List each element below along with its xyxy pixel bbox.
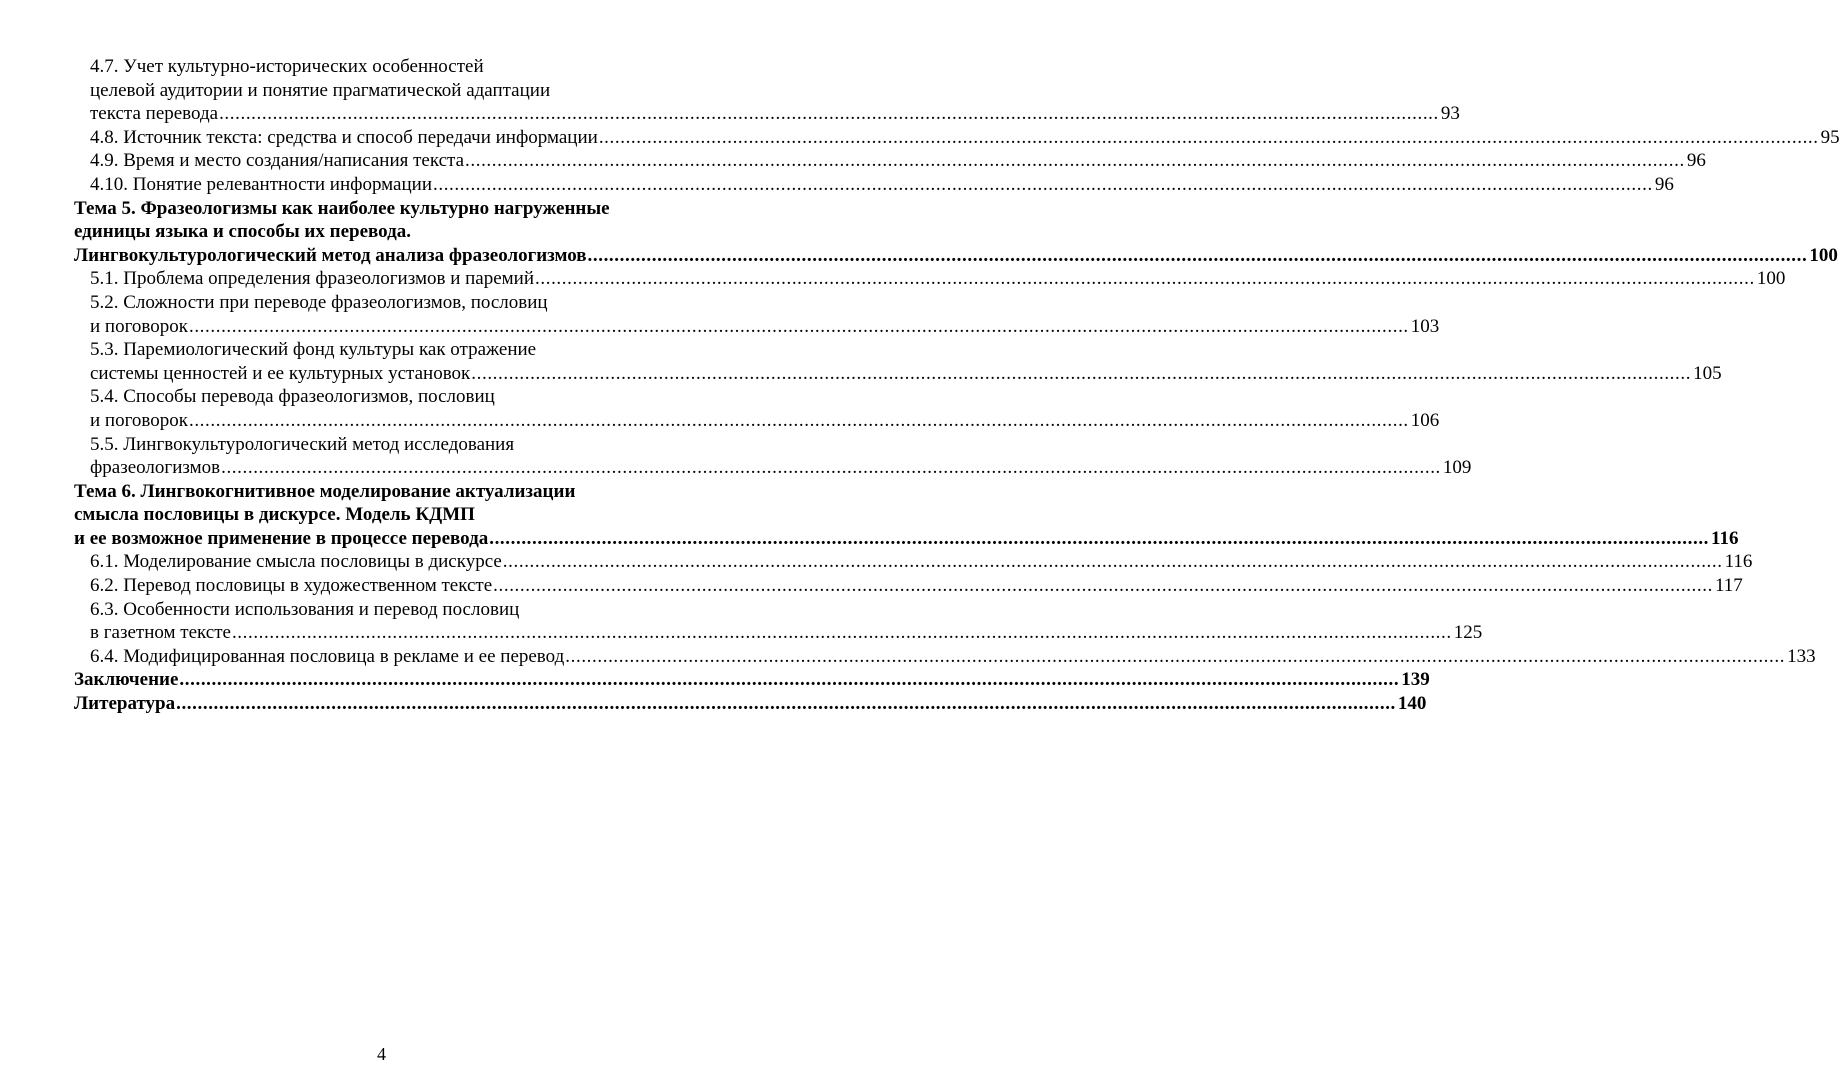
dot-leader <box>189 409 1409 433</box>
toc-topic-entry <box>74 692 1427 716</box>
dot-leader <box>471 362 1691 386</box>
toc-line <box>74 480 690 504</box>
toc-line <box>90 433 690 457</box>
toc-line <box>90 126 1840 150</box>
toc-entry-title: текста перевода <box>90 103 219 125</box>
toc-sub-entry <box>74 338 1722 385</box>
toc-entry-title: Тема 5. Фразеологизмы как наиболее культурно нагруженные <box>74 197 610 219</box>
toc-line <box>90 621 1483 645</box>
toc-line <box>90 267 1786 291</box>
dot-leader <box>219 102 1439 126</box>
toc-entry-title: 6.4. Модифицированная пословица в рекламе и ее перевод <box>90 645 565 667</box>
page-number: 4 <box>377 1044 386 1064</box>
toc-page-number: 116 <box>1724 551 1753 573</box>
toc-line <box>90 149 1706 173</box>
toc-sub-entry <box>74 149 1706 173</box>
toc-entry-title: Заключение <box>74 669 179 691</box>
toc-entry-title: 4.7. Учет культурно-исторических особенностей <box>90 56 484 77</box>
toc-line <box>74 503 690 527</box>
dot-leader <box>176 692 1396 716</box>
toc-sub-entry <box>74 126 1840 150</box>
toc-page-number: 106 <box>1410 409 1440 431</box>
toc-page-number: 116 <box>1711 527 1739 549</box>
toc-entry-title: Литература <box>74 693 176 715</box>
toc-line <box>90 385 690 409</box>
toc-page-number: 139 <box>1401 669 1430 691</box>
toc-line <box>74 692 1427 716</box>
toc-line <box>90 291 690 315</box>
toc-entry-title: 4.8. Источник текста: средства и способ передачи информации <box>90 126 598 148</box>
toc-line <box>90 79 690 103</box>
toc-page-number: 95 <box>1820 126 1840 148</box>
toc-line <box>90 315 1440 339</box>
dot-leader <box>189 315 1409 339</box>
toc-entry-title: фразеологизмов <box>90 457 221 479</box>
toc-sub-entry <box>74 574 1743 598</box>
toc-sub-entry <box>74 433 1472 480</box>
toc-line <box>90 338 690 362</box>
toc-line <box>90 574 1743 598</box>
toc-sub-entry <box>74 267 1786 291</box>
toc-line <box>90 362 1722 386</box>
toc-entry-title: 5.5. Лингвокультурологический метод исследования <box>90 433 515 455</box>
dot-leader <box>565 645 1785 669</box>
toc-entry-title: системы ценностей и ее культурных установок <box>90 362 471 384</box>
toc-line <box>90 645 1816 669</box>
toc-page-number: 100 <box>1809 244 1838 266</box>
toc-sub-entry <box>74 173 1674 197</box>
toc-page-number: 93 <box>1440 103 1460 125</box>
toc-page-number: 140 <box>1397 693 1427 715</box>
toc-page-number: 103 <box>1410 315 1440 337</box>
toc-page-number: 96 <box>1654 173 1674 195</box>
toc-line <box>90 456 1472 480</box>
dot-leader <box>433 173 1653 197</box>
dot-leader <box>503 550 1723 574</box>
toc-entry-title: 6.2. Перевод пословицы в художественном тексте <box>90 575 493 597</box>
toc-line <box>74 668 1430 692</box>
toc-page-number: 109 <box>1442 457 1472 479</box>
dot-leader <box>179 668 1399 692</box>
toc-page-number: 117 <box>1714 575 1743 597</box>
toc-topic-entry <box>74 480 1739 551</box>
toc-topic-entry <box>74 197 1838 268</box>
toc-entry-title: смысла пословицы в дискурсе. Модель КДМП <box>74 504 475 526</box>
toc-page-number: 100 <box>1756 268 1786 290</box>
toc-entry-title: и поговорок <box>90 409 188 431</box>
toc-entry-title: 6.3. Особенности использования и перевод пословиц <box>90 598 520 620</box>
toc-entry-title: 4.9. Время и место создания/написания текста <box>90 150 465 172</box>
toc-sub-entry <box>74 550 1753 574</box>
toc-page-number: 96 <box>1686 150 1706 172</box>
toc-entry-title: 5.3. Паремиологический фонд культуры как отражение <box>90 339 537 361</box>
toc-entry-title: Тема 6. Лингвокогнитивное моделирование актуализации <box>74 480 576 502</box>
toc-line <box>90 598 690 622</box>
dot-leader <box>493 574 1713 598</box>
toc-topic-entry <box>74 668 1430 692</box>
toc-entry-title: и ее возможное применение в процессе перевода <box>74 527 489 549</box>
toc-entry-title: 4.10. Понятие релевантности информации <box>90 173 432 195</box>
toc-entry-title: 5.2. Сложности при переводе фразеологизмов, пословиц <box>90 291 548 313</box>
dot-leader <box>588 244 1808 268</box>
toc-sub-entry <box>74 598 1483 645</box>
dot-leader <box>465 149 1685 173</box>
toc-sub-entry <box>74 291 1440 338</box>
toc-line <box>90 55 690 79</box>
toc-entry-title: в газетном тексте <box>90 622 231 644</box>
toc-line <box>74 527 1739 551</box>
toc-line <box>90 102 1460 126</box>
toc-line <box>74 244 1838 268</box>
toc-line <box>74 220 690 244</box>
dot-leader <box>599 126 1819 150</box>
toc-line <box>90 409 1440 433</box>
table-of-contents <box>74 55 1840 716</box>
toc-page-number: 133 <box>1787 645 1816 667</box>
toc-sub-entry <box>74 385 1440 432</box>
toc-line <box>90 550 1753 574</box>
toc-sub-entry <box>74 55 1460 126</box>
toc-page-number: 105 <box>1693 362 1722 384</box>
dot-leader <box>489 527 1709 551</box>
toc-sub-entry <box>74 645 1816 669</box>
dot-leader <box>221 456 1441 480</box>
toc-entry-title: 5.1. Проблема определения фразеологизмов и паремий <box>90 268 535 290</box>
toc-entry-title: единицы языка и способы их перевода. <box>74 221 411 243</box>
toc-entry-title: Лингвокультурологический метод анализа фразеологизмов <box>74 244 587 266</box>
toc-entry-title: 6.1. Моделирование смысла пословицы в дискурсе <box>90 551 502 573</box>
dot-leader <box>535 267 1755 291</box>
toc-entry-title: целевой аудитории и понятие прагматической адаптации <box>90 79 551 101</box>
toc-entry-title: 5.4. Способы перевода фразеологизмов, пословиц <box>90 386 495 408</box>
toc-line <box>90 173 1674 197</box>
dot-leader <box>232 621 1452 645</box>
toc-page-number: 125 <box>1453 622 1483 644</box>
toc-entry-title: и поговорок <box>90 315 188 337</box>
toc-line <box>74 197 690 221</box>
